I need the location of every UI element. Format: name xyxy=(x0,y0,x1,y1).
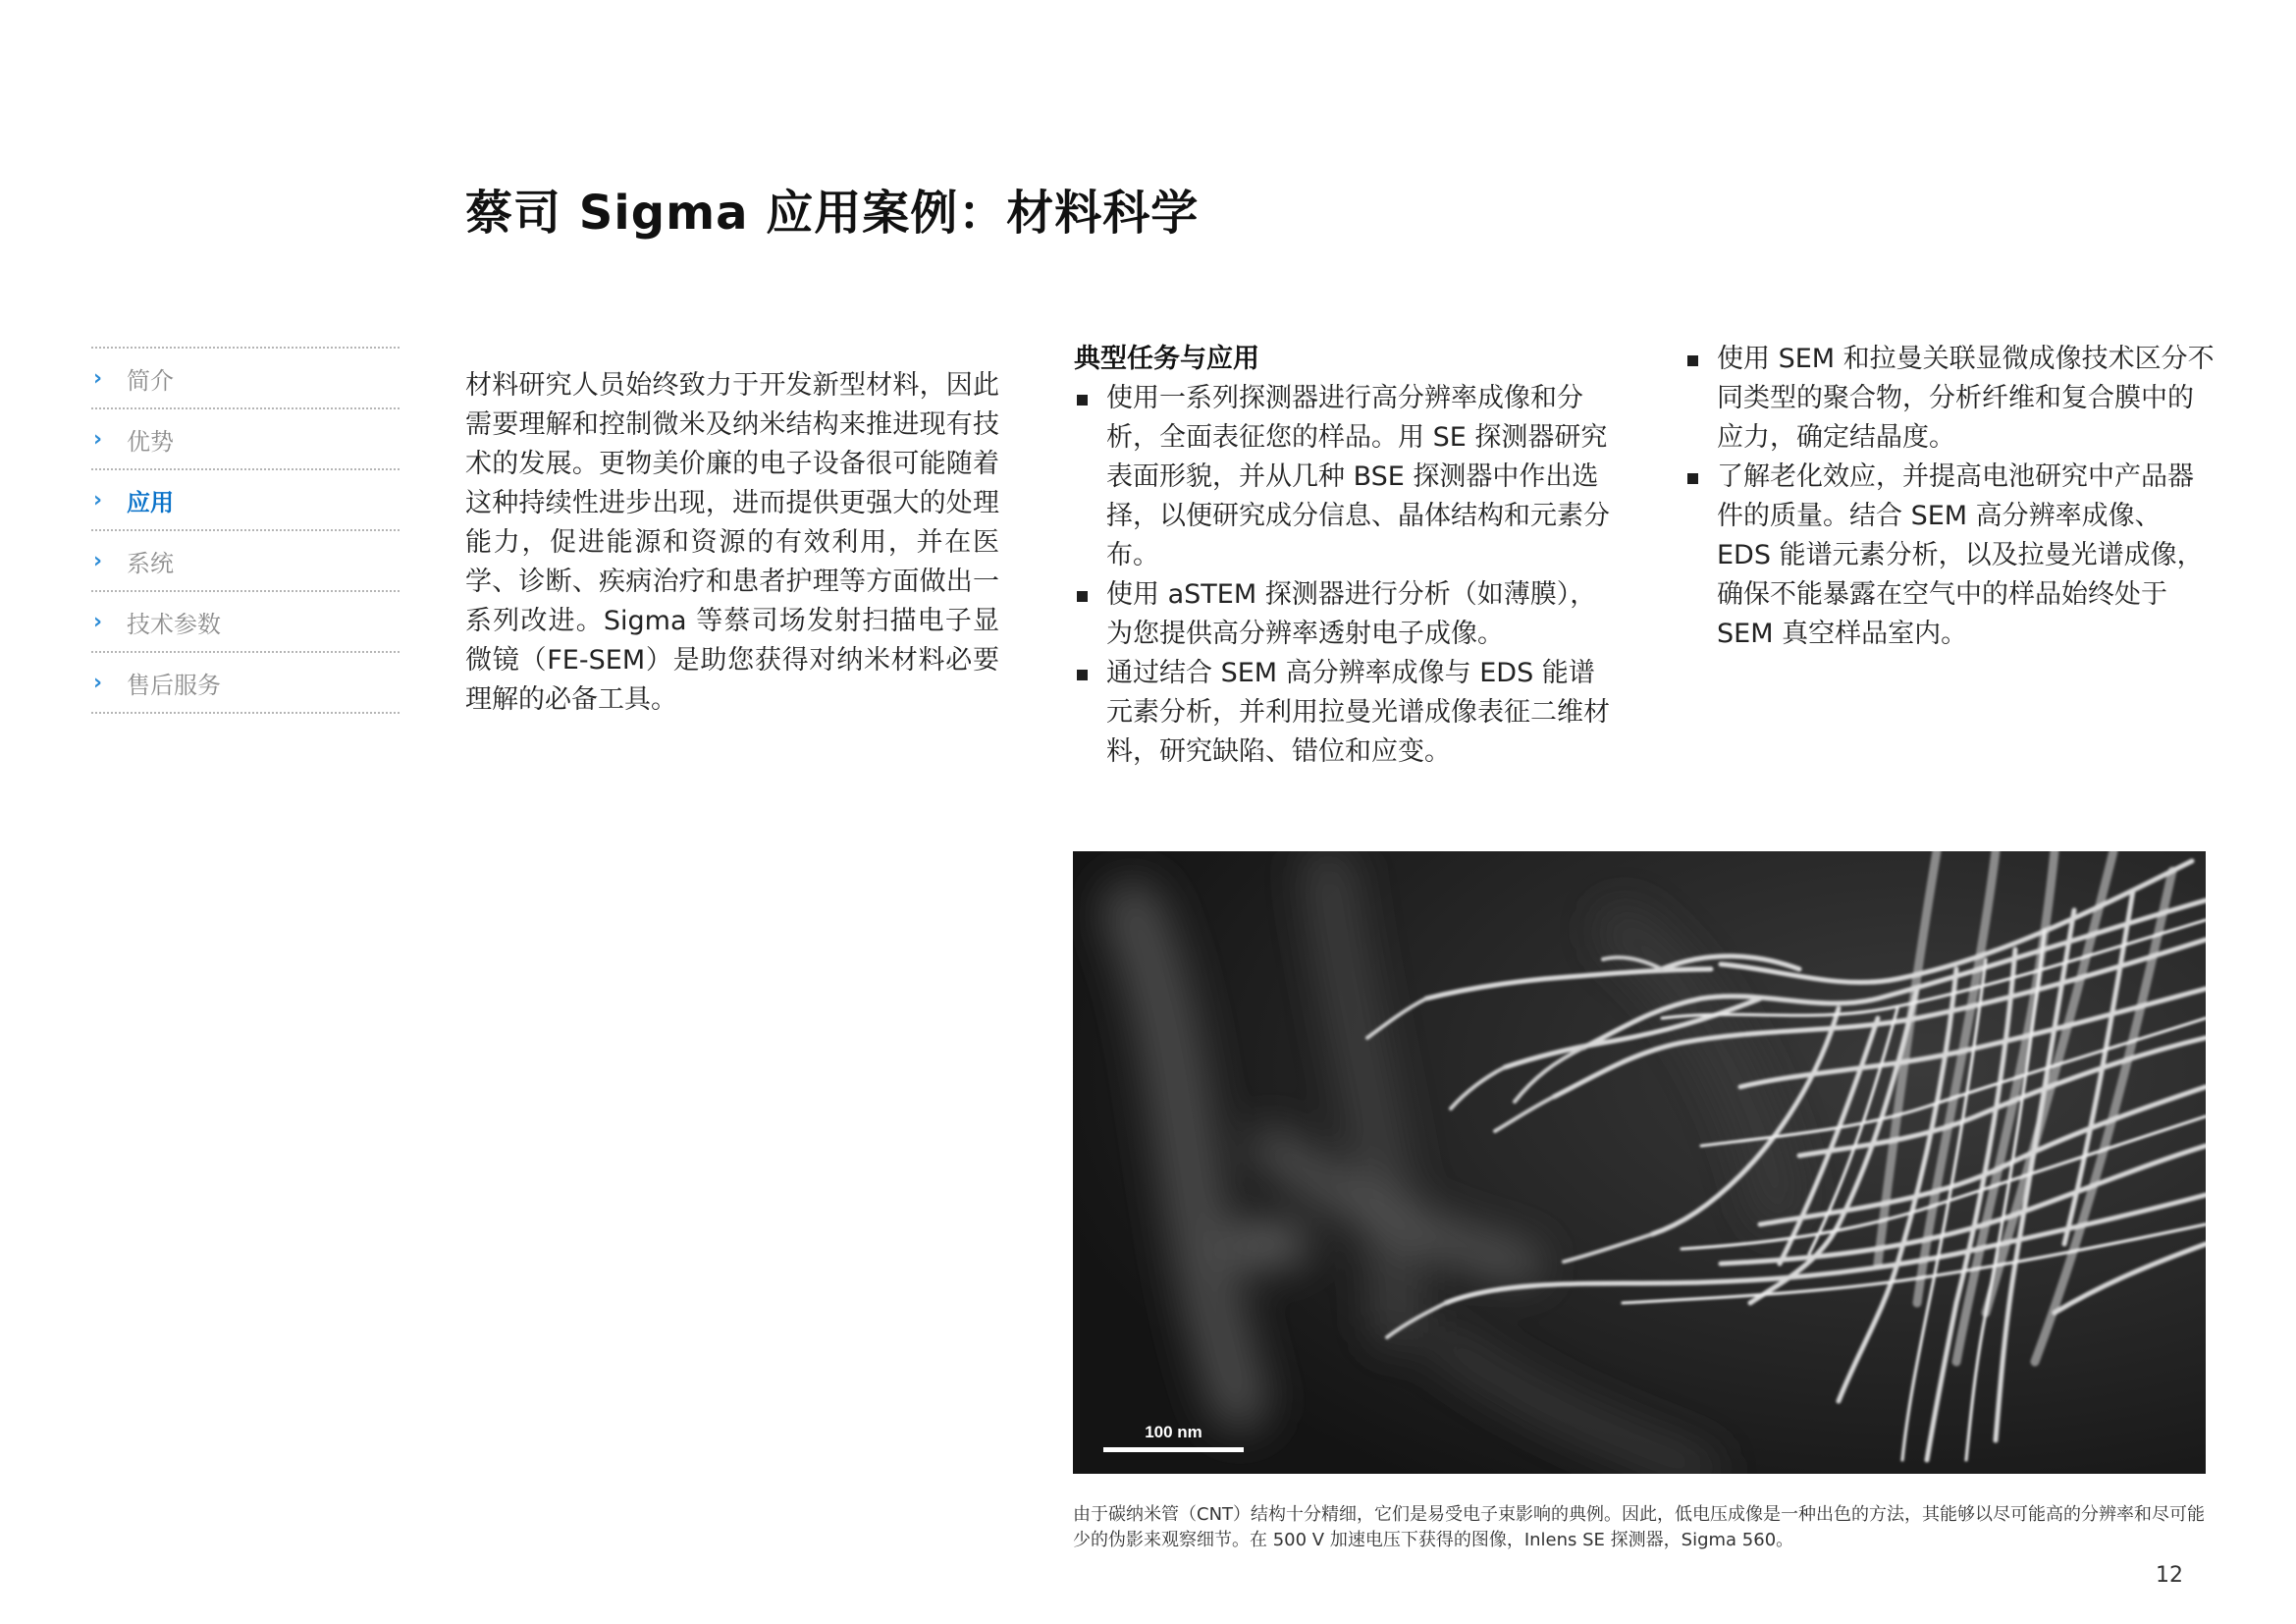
nav-item-system[interactable] xyxy=(91,529,400,590)
sem-micrograph xyxy=(1073,851,2206,1474)
tasks-column-2 xyxy=(1684,340,2215,654)
task-item: 使用 SEM 和拉曼关联显微成像技术区分不同类型的聚合物，分析纤维和复合膜中的应力，确定结晶度。 xyxy=(1684,340,2215,458)
scale-bar xyxy=(1103,1423,1244,1452)
scale-bar-line xyxy=(1103,1447,1244,1452)
nav-item-intro[interactable] xyxy=(91,347,400,407)
task-item: 使用一系列探测器进行高分辨率成像和分析，全面表征您的样品。用 SE 探测器研究表面形貌，并从几种 BSE 探测器中作出选择，以便研究成分信息、晶体结构和元素分布。 xyxy=(1074,379,1610,575)
tasks-heading: 典型任务与应用 xyxy=(1074,344,1259,374)
chevron-right-icon: › xyxy=(93,426,103,452)
nav-item-advantages[interactable] xyxy=(91,407,400,468)
task-item: 通过结合 SEM 高分辨率成像与 EDS 能谱元素分析，并利用拉曼光谱成像表征二维材料，研究缺陷、错位和应变。 xyxy=(1074,654,1610,772)
nav-item-label: 系统 xyxy=(127,549,174,577)
nav-item-label: 简介 xyxy=(127,366,174,395)
page-title: 蔡司 Sigma 应用案例：材料科学 xyxy=(465,186,1200,241)
tasks-list xyxy=(1684,340,2215,654)
chevron-right-icon: › xyxy=(93,609,103,634)
tasks-list xyxy=(1074,379,1610,772)
sem-image-carbon-nanotubes xyxy=(1073,851,2206,1474)
nav-item-service[interactable] xyxy=(91,651,400,714)
nav-item-label: 应用 xyxy=(127,488,174,516)
chevron-right-icon: › xyxy=(93,487,103,513)
side-navigation xyxy=(91,347,400,714)
chevron-right-icon: › xyxy=(93,365,103,391)
chevron-right-icon: › xyxy=(93,670,103,695)
page-number: 12 xyxy=(2156,1563,2183,1588)
scale-bar-label: 100 nm xyxy=(1145,1423,1202,1441)
task-item: 了解老化效应，并提高电池研究中产品器件的质量。结合 SEM 高分辨率成像、EDS 能谱元素分析，以及拉曼光谱成像，确保不能暴露在空气中的样品始终处于 SEM 真空样品室内。 xyxy=(1684,458,2215,654)
task-item: 使用 aSTEM 探测器进行分析（如薄膜），为您提供高分辨率透射电子成像。 xyxy=(1074,575,1610,654)
nav-item-applications[interactable] xyxy=(91,468,400,529)
chevron-right-icon: › xyxy=(93,548,103,573)
nav-item-label: 售后服务 xyxy=(127,671,221,699)
nav-item-label: 优势 xyxy=(127,427,174,456)
intro-paragraph: 材料研究人员始终致力于开发新型材料，因此需要理解和控制微米及纳米结构来推进现有技术的发展。更物美价廉的电子设备很可能随着这种持续性进步出现，进而提供更强大的处理能力，促进能源和资源的有效利用，并在医学、诊断、疾病治疗和患者护理等方面做出一系列改进。Sigma 等蔡司场发射扫描电子显微镜（FE-SEM）是助您获得对纳米材料必要理解的必备工具。 xyxy=(465,370,999,715)
tasks-column-1 xyxy=(1074,340,1610,772)
figure-caption: 由于碳纳米管（CNT）结构十分精细，它们是易受电子束影响的典例。因此，低电压成像是一种出色的方法，其能够以尽可能高的分辨率和尽可能少的伪影来观察细节。在 500 V 加速电压下获得的图像，Inlens SE 探测器，Sigma 560。 xyxy=(1073,1504,2206,1550)
nav-item-specs[interactable] xyxy=(91,590,400,651)
nav-item-label: 技术参数 xyxy=(127,610,221,638)
